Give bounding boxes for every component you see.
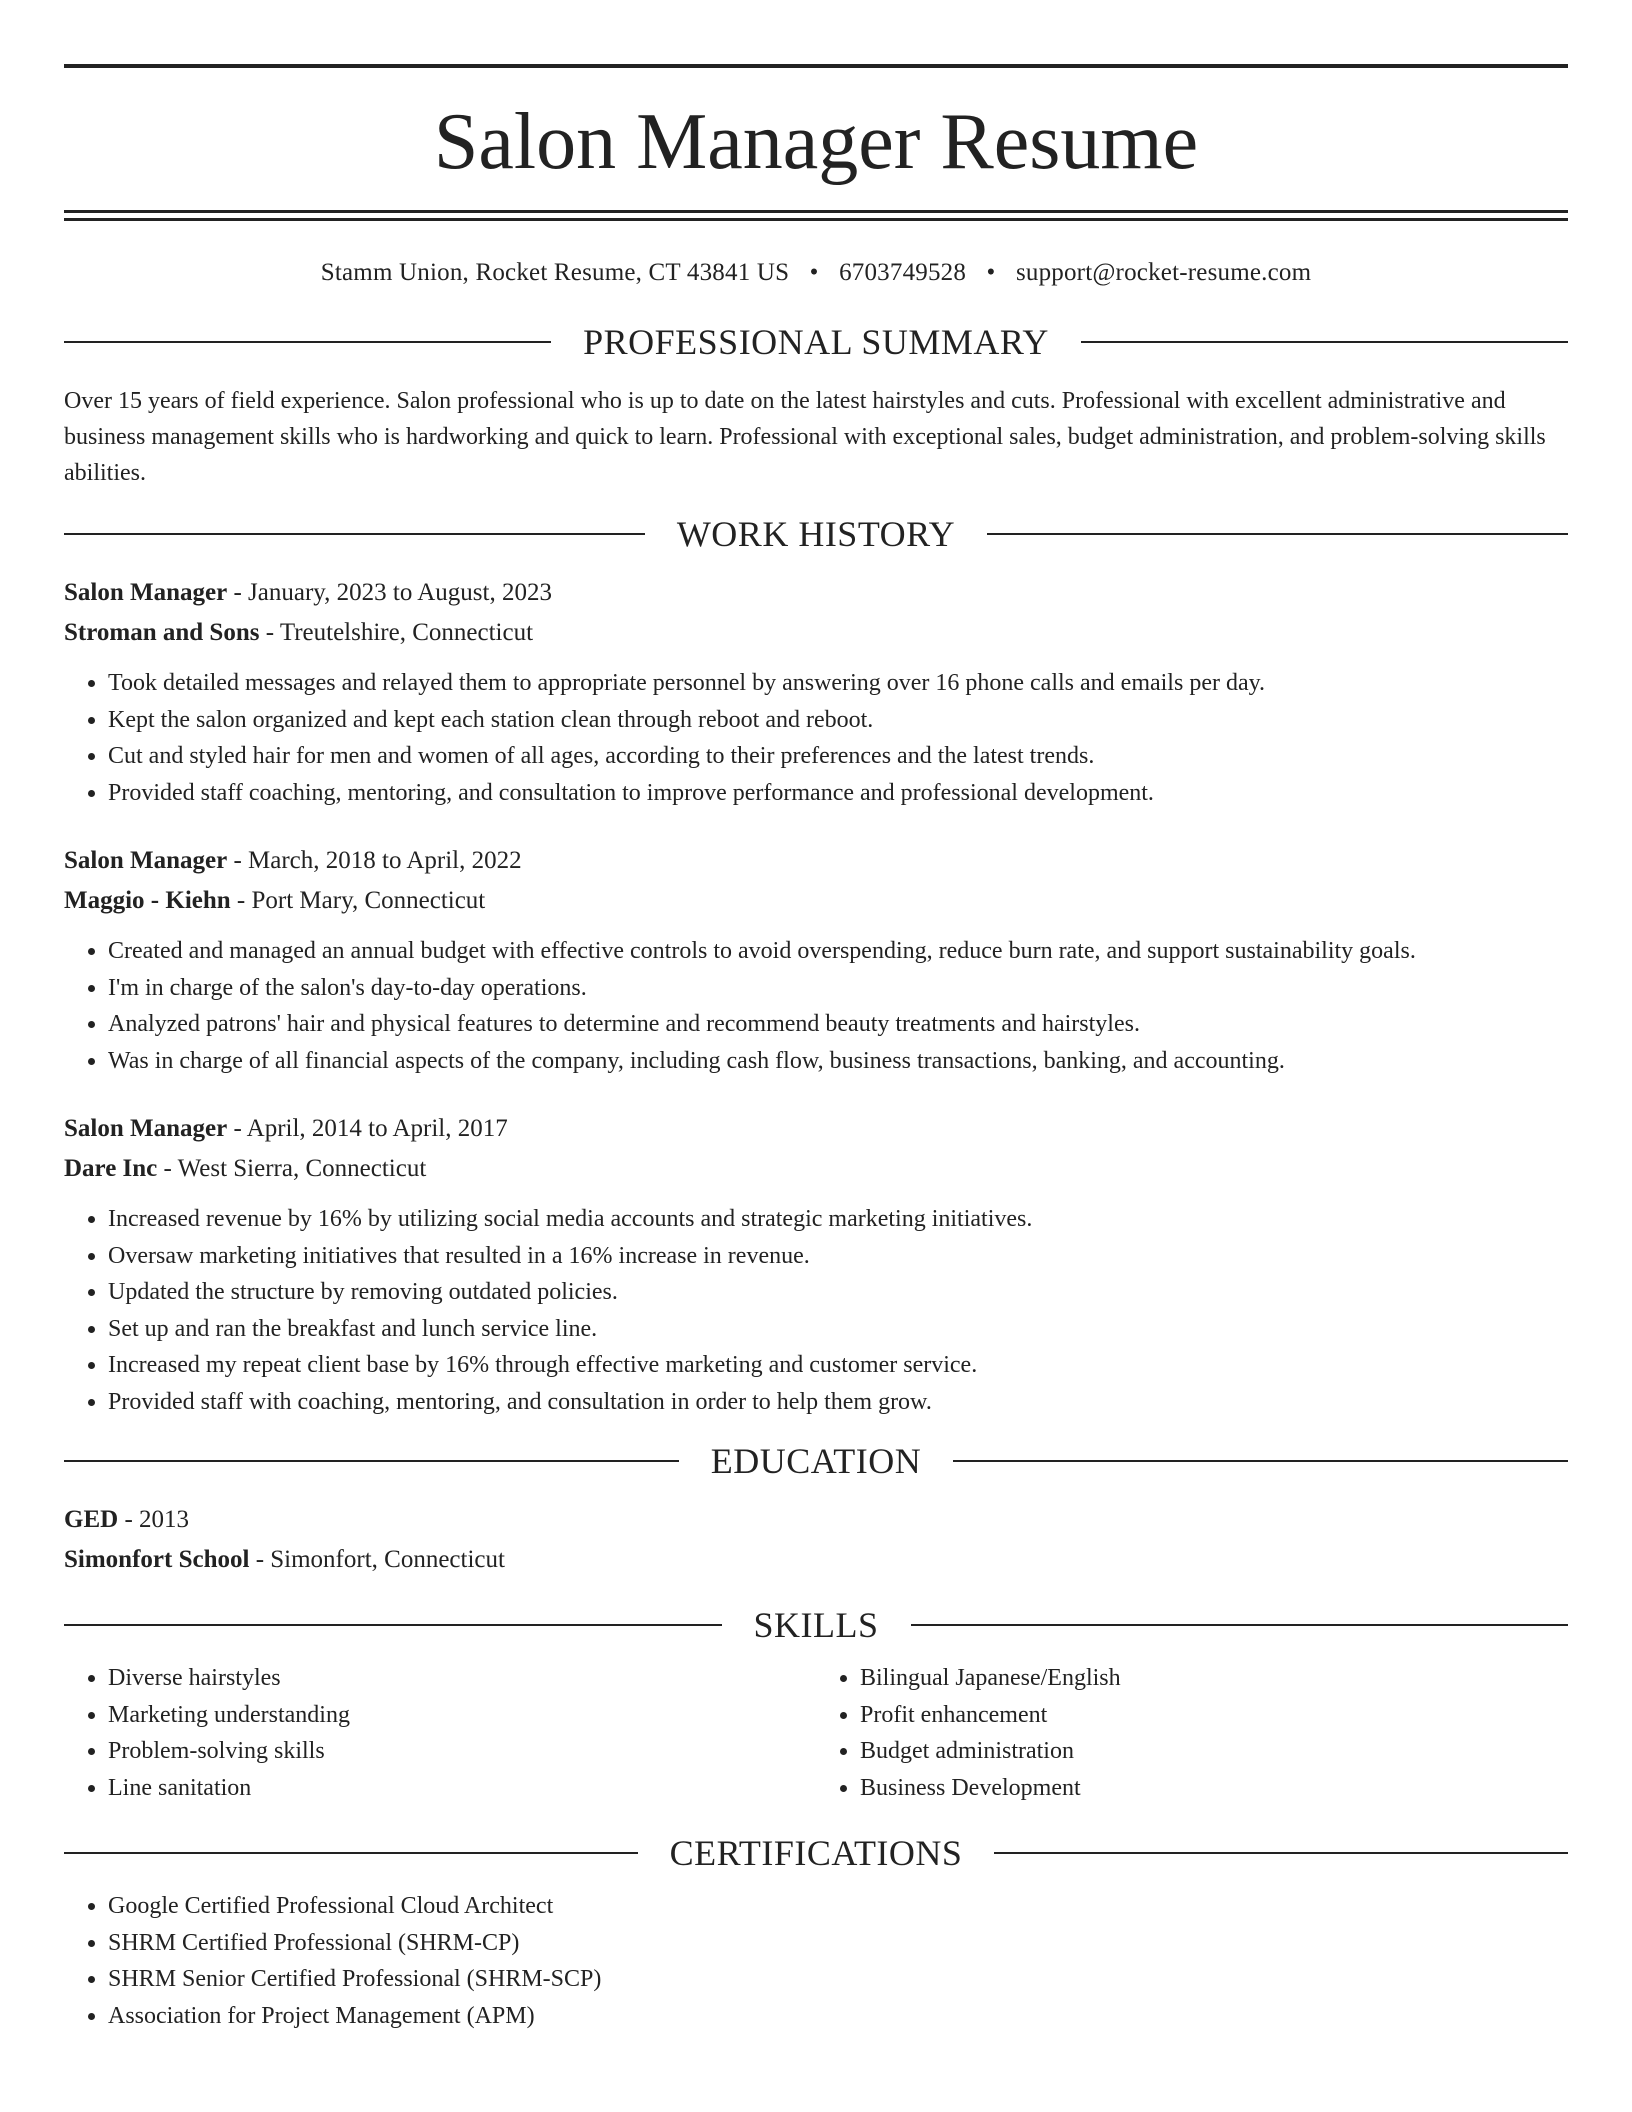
job-bullet: • Increased my repeat client base by 16% through effective marketing and customer service. xyxy=(108,1347,1568,1384)
education-year: - 2013 xyxy=(118,1506,190,1533)
job-bullets xyxy=(64,1201,1568,1420)
section-title: SKILLS xyxy=(753,1605,879,1645)
job-company-line xyxy=(64,881,1568,921)
job-bullet: • Set up and ran the breakfast and lunch service line. xyxy=(108,1311,1568,1348)
job-company: Maggio - Kiehn xyxy=(64,887,231,914)
job-dates: - January, 2023 to August, 2023 xyxy=(227,579,552,606)
heading-rule xyxy=(64,1624,722,1626)
job-location: - Treutelshire, Connecticut xyxy=(259,619,534,646)
title-double-rule xyxy=(64,210,1568,221)
job-bullets xyxy=(64,665,1568,811)
job-title: Salon Manager xyxy=(64,1115,228,1142)
job-dates: - March, 2018 to April, 2022 xyxy=(227,847,522,874)
skills-list-left xyxy=(64,1660,816,1806)
job-entry xyxy=(64,841,1568,1079)
job-bullet: • Provided staff coaching, mentoring, and consultation to improve performance and professional development. xyxy=(108,775,1568,812)
job-bullets xyxy=(64,933,1568,1079)
contact-line xyxy=(64,259,1568,287)
job-title-line xyxy=(64,573,1568,613)
section-title: EDUCATION xyxy=(710,1441,922,1481)
skill-item: • Marketing understanding xyxy=(108,1697,816,1734)
job-company: Stroman and Sons xyxy=(64,619,260,646)
skill-item: • Problem-solving skills xyxy=(108,1733,816,1770)
job-bullet: • Analyzed patrons' hair and physical features to determine and recommend beauty treatments and hairstyles. xyxy=(108,1006,1568,1043)
job-bullet: • Was in charge of all financial aspects of the company, including cash flow, business transactions, banking, and accounting. xyxy=(108,1043,1568,1080)
education-school: Simonfort School xyxy=(64,1546,250,1573)
job-title-line xyxy=(64,1109,1568,1149)
job-location: - Port Mary, Connecticut xyxy=(230,887,486,914)
skill-item: • Line sanitation xyxy=(108,1770,816,1807)
heading-rule xyxy=(64,1460,679,1462)
job-bullet: • Took detailed messages and relayed them to appropriate personnel by answering over 16 phone calls and emails per day. xyxy=(108,665,1568,702)
page-title: Salon Manager Resume xyxy=(433,98,1199,186)
job-bullet: • Created and managed an annual budget with effective controls to avoid overspending, reduce burn rate, and support sustainability goals. xyxy=(108,933,1568,970)
job-bullet: • I'm in charge of the salon's day-to-day operations. xyxy=(108,970,1568,1007)
job-bullet: • Cut and styled hair for men and women of all ages, according to their preferences and the latest trends. xyxy=(108,738,1568,775)
job-company: Dare Inc xyxy=(64,1155,158,1182)
certification-item: • Association for Project Management (APM) xyxy=(108,1998,1568,2035)
section-heading-education xyxy=(64,1440,1568,1482)
job-location: - West Sierra, Connecticut xyxy=(157,1155,427,1182)
skill-item: • Business Development xyxy=(860,1770,1568,1807)
certification-item: • SHRM Certified Professional (SHRM-CP) xyxy=(108,1925,1568,1962)
job-bullet: • Provided staff with coaching, mentoring, and consultation in order to help them grow. xyxy=(108,1384,1568,1421)
job-bullet: • Kept the salon organized and kept each station clean through reboot and reboot. xyxy=(108,702,1568,739)
section-title: PROFESSIONAL SUMMARY xyxy=(583,322,1049,362)
section-title: CERTIFICATIONS xyxy=(669,1833,963,1873)
heading-rule xyxy=(994,1852,1568,1854)
work-history-list xyxy=(64,573,1568,1420)
contact-email: support@rocket-resume.com xyxy=(1015,259,1312,286)
skill-item: • Budget administration xyxy=(860,1733,1568,1770)
contact-address: Stamm Union, Rocket Resume, CT 43841 US xyxy=(320,259,790,286)
heading-rule xyxy=(64,533,645,535)
summary-text: Over 15 years of field experience. Salon professional who is up to date on the latest hairstyles and cuts. Professional with excellent administrative and business management skills who is hardworking and quick to learn. Professional with exceptional sales, budget administration, and problem-solving skills abilities. xyxy=(64,388,1546,486)
job-title: Salon Manager xyxy=(64,579,228,606)
job-title-line xyxy=(64,841,1568,881)
contact-separator: • xyxy=(986,259,996,286)
heading-rule xyxy=(1081,341,1568,343)
section-heading-summary xyxy=(64,321,1568,363)
job-company-line xyxy=(64,1149,1568,1189)
certification-item: • SHRM Senior Certified Professional (SHRM-SCP) xyxy=(108,1961,1568,1998)
education-entry xyxy=(64,1500,1568,1580)
job-dates: - April, 2014 to April, 2017 xyxy=(227,1115,508,1142)
heading-rule xyxy=(64,1852,638,1854)
job-title: Salon Manager xyxy=(64,847,228,874)
job-bullet: • Increased revenue by 16% by utilizing social media accounts and strategic marketing initiatives. xyxy=(108,1201,1568,1238)
education-location: - Simonfort, Connecticut xyxy=(249,1546,505,1573)
section-heading-certifications xyxy=(64,1832,1568,1874)
education-degree: GED xyxy=(64,1506,119,1533)
heading-rule xyxy=(953,1460,1568,1462)
section-title: WORK HISTORY xyxy=(676,514,956,554)
heading-rule xyxy=(987,533,1568,535)
skill-item: • Bilingual Japanese/English xyxy=(860,1660,1568,1697)
contact-phone: 6703749528 xyxy=(839,259,967,286)
skills-list-right xyxy=(816,1660,1568,1806)
contact-separator: • xyxy=(809,259,819,286)
job-bullet: • Oversaw marketing initiatives that resulted in a 16% increase in revenue. xyxy=(108,1238,1568,1275)
certifications-list xyxy=(64,1888,1568,2034)
skill-item: • Profit enhancement xyxy=(860,1697,1568,1734)
job-bullet: • Updated the structure by removing outdated policies. xyxy=(108,1274,1568,1311)
skill-item: • Diverse hairstyles xyxy=(108,1660,816,1697)
job-entry xyxy=(64,1109,1568,1420)
skills-grid xyxy=(64,1660,1568,1806)
heading-rule xyxy=(64,341,551,343)
section-heading-skills xyxy=(64,1604,1568,1646)
certification-item: • Google Certified Professional Cloud Architect xyxy=(108,1888,1568,1925)
job-entry xyxy=(64,573,1568,811)
heading-rule xyxy=(911,1624,1569,1626)
job-company-line xyxy=(64,613,1568,653)
education-school-line xyxy=(64,1540,1568,1580)
education-degree-line xyxy=(64,1500,1568,1540)
section-heading-work xyxy=(64,513,1568,555)
